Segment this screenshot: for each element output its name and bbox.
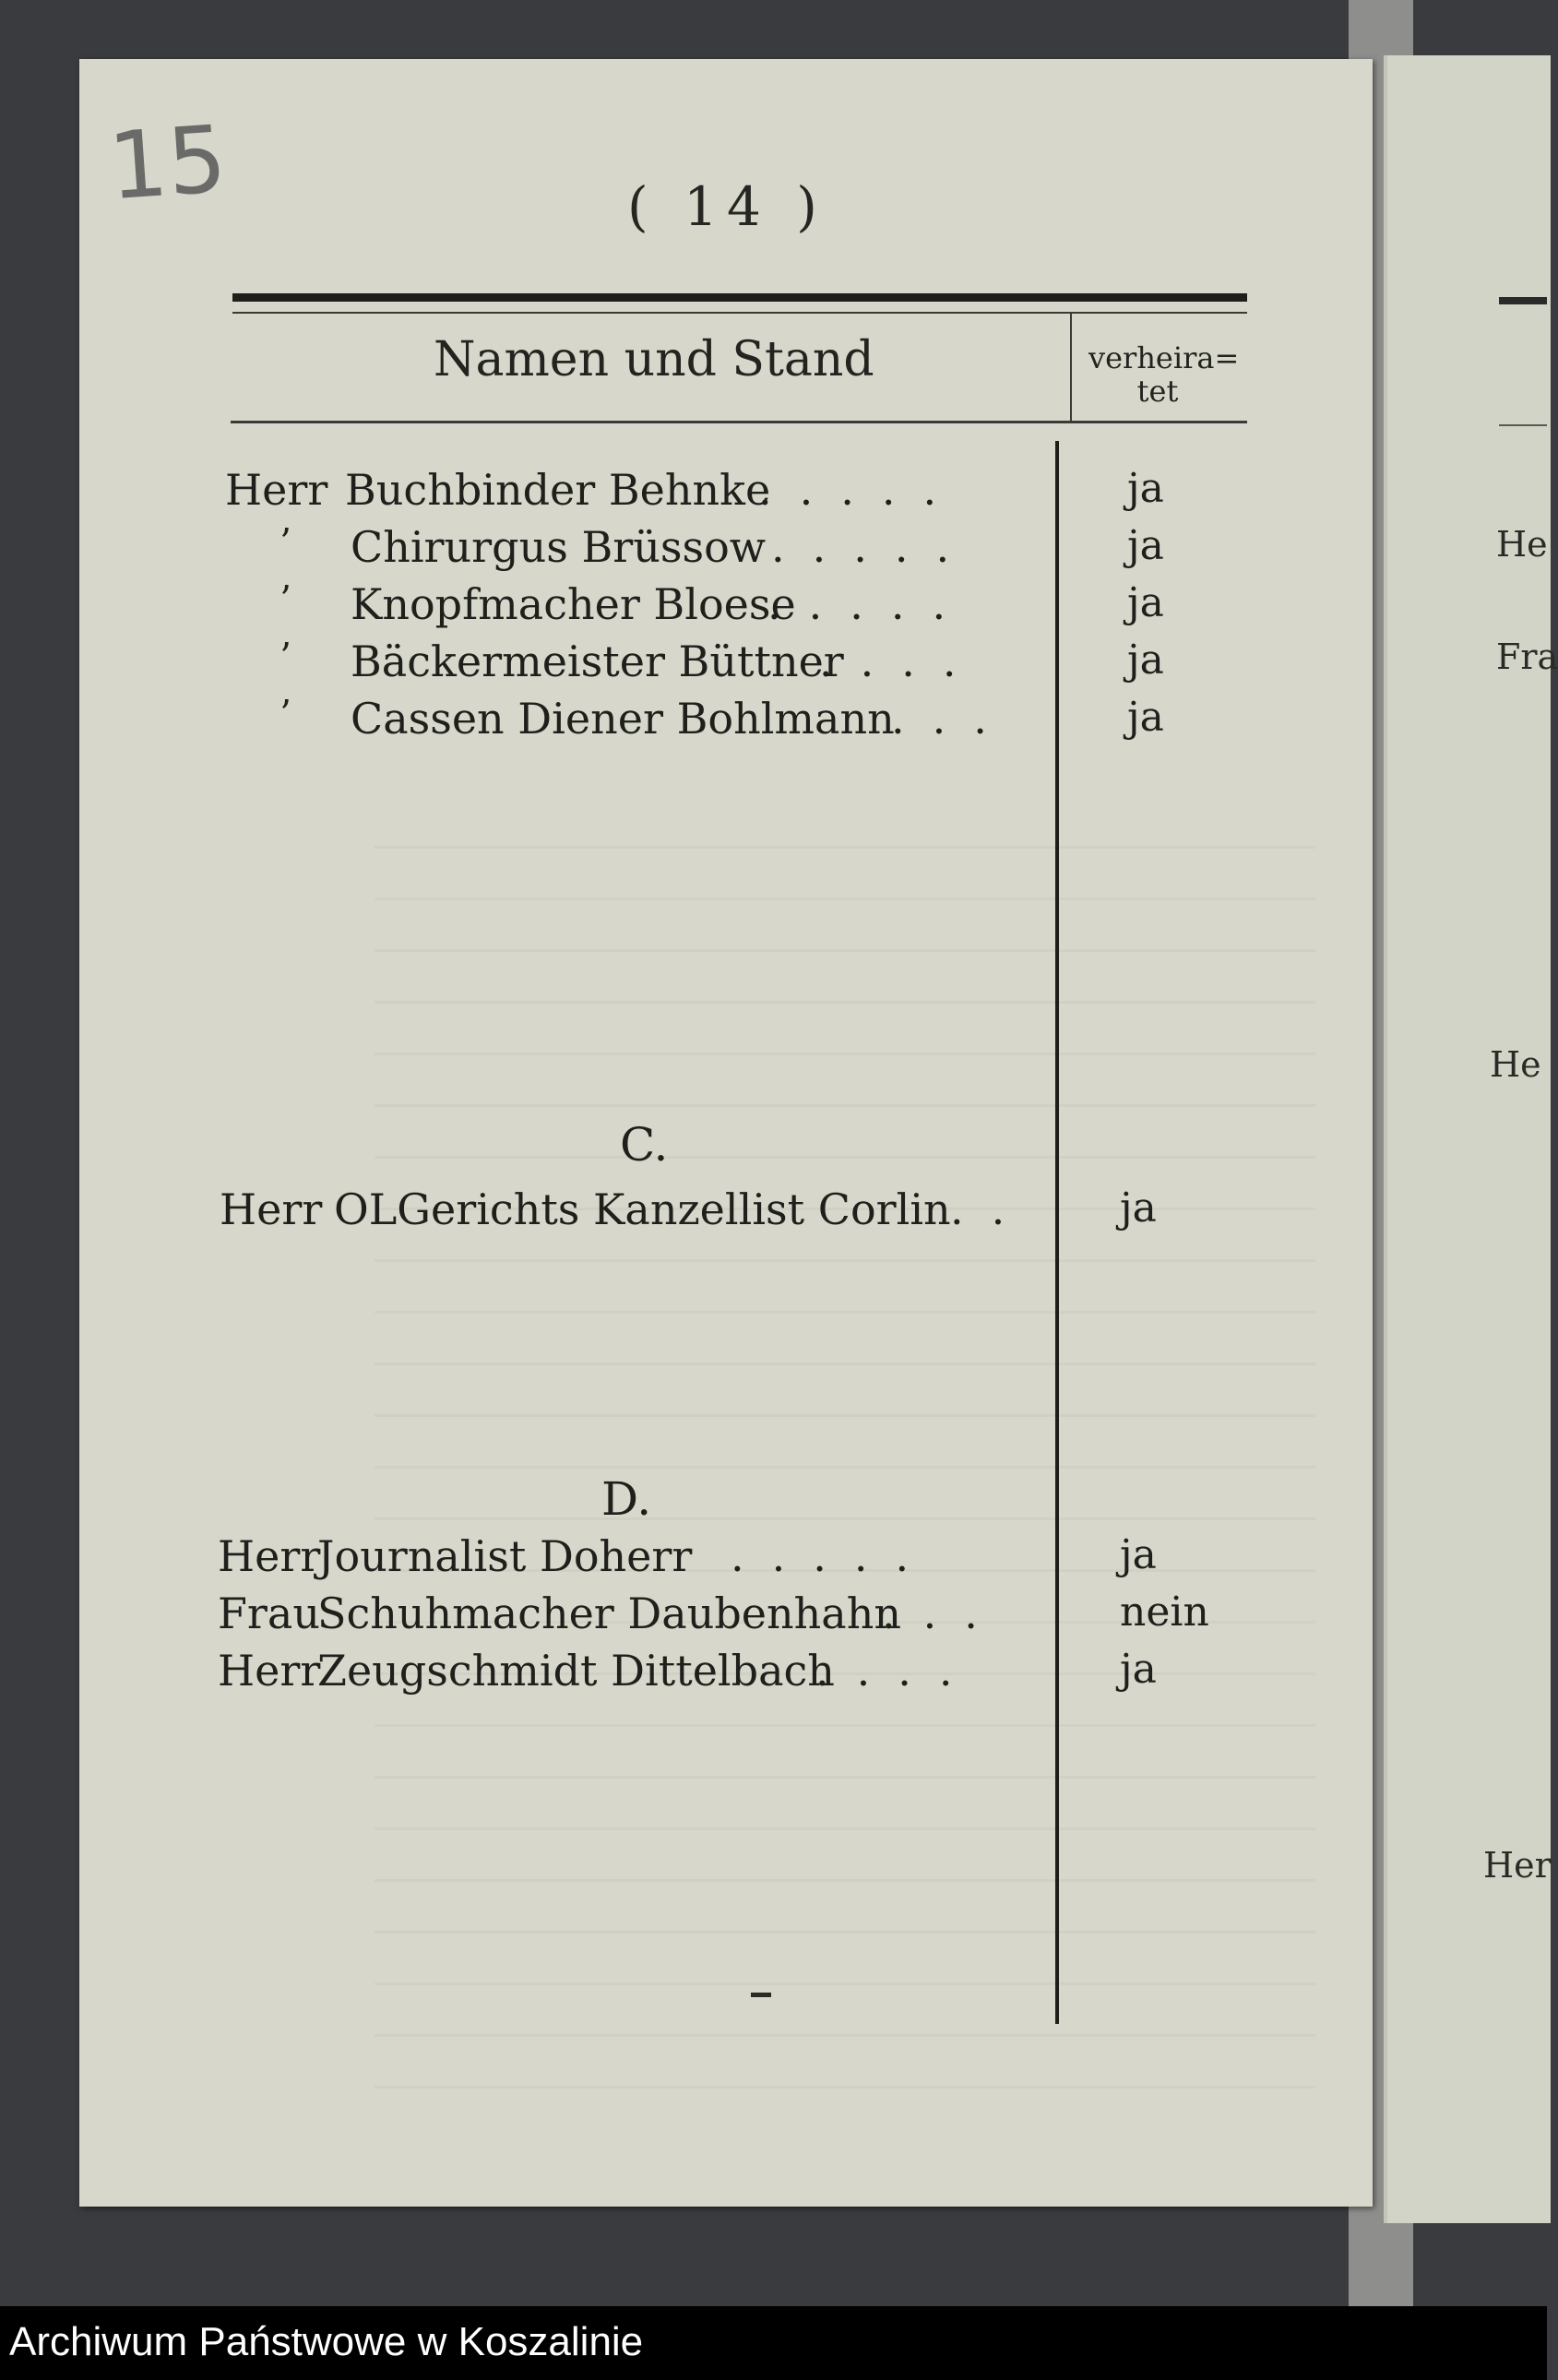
names-column-header: Namen und Stand [434,332,874,387]
dot-leader: .. [950,1184,1033,1234]
facing-page-fragment: He [1496,524,1548,565]
married-column-header [1088,340,1240,409]
list-item [0,694,1293,749]
married-value: ja [1127,579,1164,626]
person-title: Frau [218,1589,320,1638]
person-name: Zeugschmidt Dittelbach [317,1646,835,1696]
list-item [0,465,1293,520]
person-name: Chirurgus Brüssow [351,522,767,572]
list-item [0,522,1293,577]
header-column-divider [1070,312,1072,422]
ditto-mark: ʼ [279,637,291,679]
archive-pencil-mark: 15 [105,104,231,221]
person-title: Herr [220,1184,323,1234]
section-letter: C. [620,1118,669,1172]
page-end-dash [751,1993,771,1997]
married-value: ja [1127,637,1164,684]
dot-leader: ... [882,1589,1005,1638]
dot-leader: .... [815,1646,981,1696]
header-rule-thick [232,293,1247,302]
dot-leader: ..... [758,465,965,515]
section-letter: D. [601,1472,652,1526]
married-value: ja [1120,1646,1157,1693]
facing-page-rule [1499,297,1547,304]
facing-page-fragment: He [1490,1044,1541,1085]
dot-leader: .... [819,637,984,686]
facing-page-thin-rule [1499,424,1547,426]
page-number: ( 14 ) [627,175,827,238]
list-item [0,1646,1293,1701]
person-name: Bäckermeister Büttner [351,637,844,686]
dot-leader: ..... [767,579,974,629]
married-value: ja [1127,522,1164,569]
facing-page-fragment: Fra [1496,637,1558,677]
person-name: OLGerichts Kanzellist Corlin [334,1184,951,1234]
married-value: ja [1127,694,1164,741]
dot-leader: ... [891,694,1015,744]
person-title: Herr [218,1531,321,1581]
person-name: Knopfmacher Bloese [351,579,796,629]
person-title: Herr [218,1646,321,1696]
person-name: Cassen Diener Bohlmann [351,694,895,744]
ditto-mark: ʼ [279,579,291,622]
header-rule-thin [232,312,1247,314]
facing-page [1384,55,1551,2223]
married-value: ja [1120,1184,1157,1232]
person-name: Journalist Doherr [317,1531,693,1581]
list-item [0,637,1293,692]
married-value: ja [1127,465,1164,512]
archive-caption: Archiwum Państwowe w Koszalinie [9,2319,644,2364]
list-item [0,1184,1293,1240]
ditto-mark: ʼ [279,694,291,736]
married-header-line: verheira= [1088,340,1240,375]
married-value: ja [1120,1531,1157,1578]
dot-leader: ..... [771,522,978,572]
list-item [0,1589,1293,1644]
facing-page-fragment: Her [1483,1845,1552,1886]
show-through-text [375,815,1315,2088]
ditto-mark: ʼ [279,522,291,565]
married-header-line: tet [1136,374,1179,409]
list-item [0,1531,1293,1587]
person-title: Herr [225,465,328,515]
person-name: Buchbinder Behnke [345,465,771,515]
list-item [0,579,1293,635]
married-value: nein [1120,1589,1209,1636]
person-name: Schuhmacher Daubenhahn [317,1589,901,1638]
dot-leader: ..... [731,1531,937,1581]
header-bottom-rule [231,421,1247,423]
